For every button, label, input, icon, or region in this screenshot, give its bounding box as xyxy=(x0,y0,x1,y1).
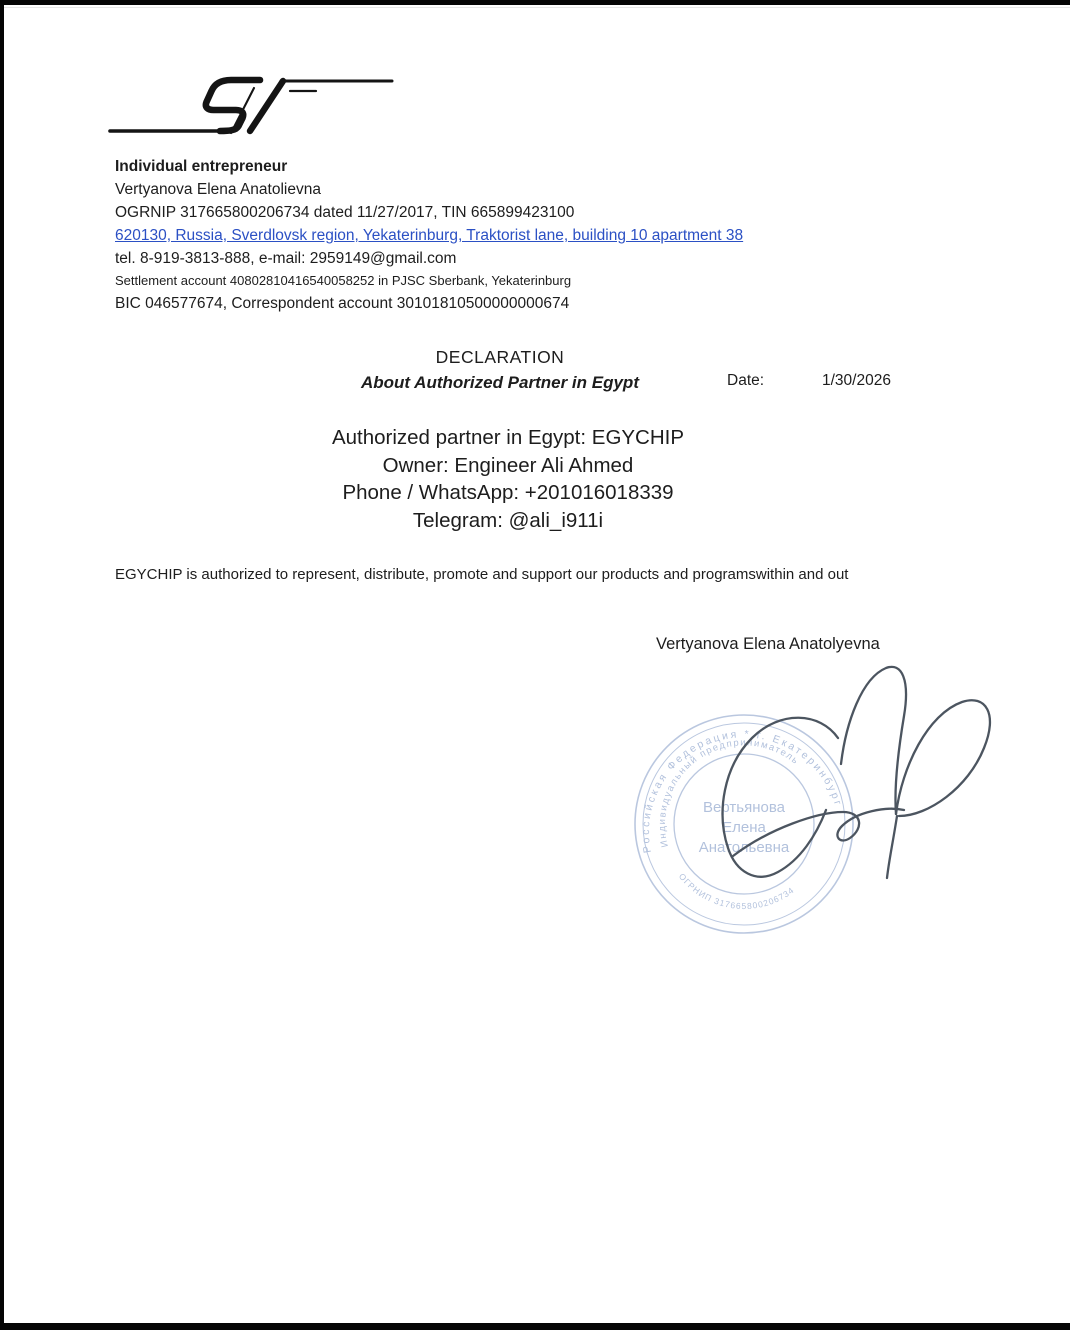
scan-edge-left xyxy=(0,0,4,1330)
letterhead-address-link[interactable]: 620130, Russia, Sverdlovsk region, Yekaterinburg, Traktorist lane, building 10 apartment 38 xyxy=(115,227,744,244)
partner-block xyxy=(0,424,1016,534)
signer-name: Vertyanova Elena Anatolyevna xyxy=(656,635,880,653)
declaration-subtitle: About Authorized Partner in Egypt xyxy=(361,373,639,392)
sv-logo-icon xyxy=(108,76,396,140)
partner-company: Authorized partner in Egypt: EGYCHIP xyxy=(331,426,685,449)
stamp-center-line2: Елена xyxy=(722,819,766,836)
declaration-heading xyxy=(300,345,700,395)
scan-edge-top xyxy=(0,0,1070,5)
stamp-center-line3: Анатольевна xyxy=(698,839,790,856)
stamp-center-line1: Вертьянова xyxy=(703,799,785,816)
letterhead-bank-details: BIC 046577674, Correspondent account 30101810500000000674 xyxy=(115,295,570,312)
partner-telegram: Telegram: @ali_i911i xyxy=(412,508,604,532)
letterhead-name: Vertyanova Elena Anatolievna xyxy=(115,181,321,198)
letterhead-title: Individual entrepreneur xyxy=(115,158,288,175)
handwritten-signature xyxy=(690,652,1035,952)
partner-phone: Phone / WhatsApp: +201016018339 xyxy=(342,481,674,504)
stamp-ring-text-inner: Индивидуальный предприниматель xyxy=(656,737,802,849)
scan-hairline xyxy=(0,7,1070,8)
date-label: Date: xyxy=(727,372,765,389)
date-value: 1/30/2026 xyxy=(822,372,891,389)
letterhead-registration: OGRNIP 317665800206734 dated 11/27/2017, TIN 665899423100 xyxy=(115,204,575,221)
authorization-paragraph: EGYCHIP is authorized to represent, distribute, promote and support our products and programswithin and out xyxy=(115,566,849,583)
partner-owner: Owner: Engineer Ali Ahmed xyxy=(382,453,634,477)
letterhead-contacts: tel. 8-919-3813-888, e-mail: 2959149@gmail.com xyxy=(115,250,457,267)
stamp-ring-text-bottom: ОГРНИП 317665800206734 xyxy=(676,871,797,911)
scan-edge-bottom xyxy=(0,1323,1070,1330)
declaration-title: DECLARATION xyxy=(435,347,565,367)
letterhead xyxy=(115,155,895,315)
letterhead-settlement-account: Settlement account 40802810416540058252 in PJSC Sberbank, Yekaterinburg xyxy=(115,273,572,288)
stamp-ring-text-outer: Российская Федерация * г. Екатеринбург xyxy=(639,728,845,854)
